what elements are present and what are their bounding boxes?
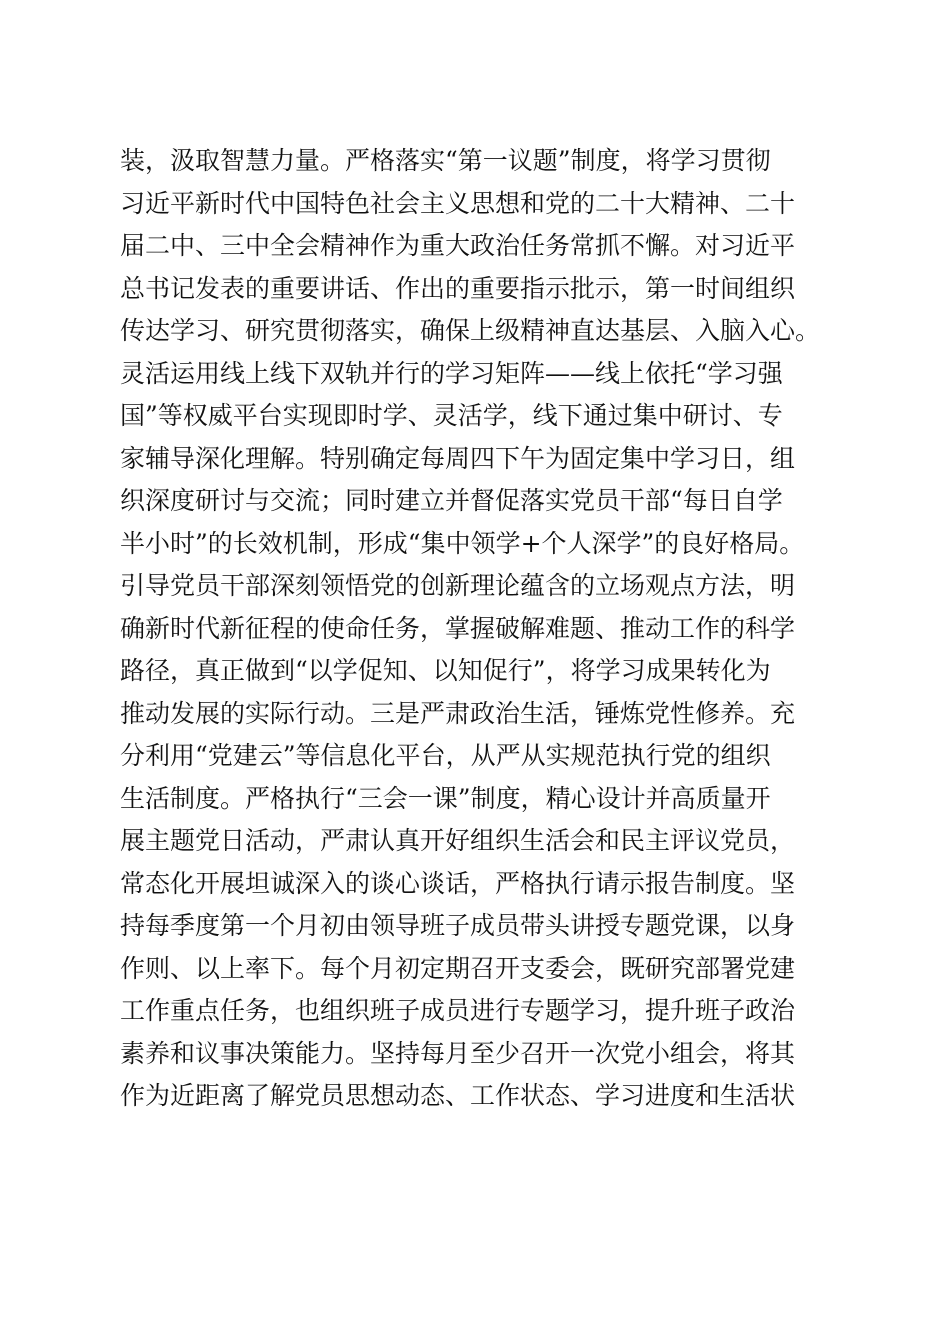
text-line: 生活制度。严格执行“三会一课”制度，精心设计并高质量开 (120, 783, 771, 813)
text-line: 展主题党日活动，严肃认真开好组织生活会和民主评议党员， (120, 826, 796, 855)
text-line: 持每季度第一个月初由领导班子成员带头讲授专题党课，以身 (120, 911, 796, 940)
text-line: 装，汲取智慧力量。严格落实“第一议题”制度，将学习贯彻 (120, 146, 771, 175)
text-line: 推动发展的实际行动。三是严肃政治生活，锤炼党性修养。充 (120, 698, 796, 728)
text-line: 分利用“党建云”等信息化平台，从严从实规范执行党的组织 (120, 741, 771, 770)
text-line: 习近平新时代中国特色社会主义思想和党的二十大精神、二十 (120, 188, 796, 218)
text-line: 作则、以上率下。每个月初定期召开支委会，既研究部署党建 (120, 953, 796, 983)
text-line: 灵活运用线上线下双轨并行的学习矩阵——线上依托“学习强 (120, 358, 783, 388)
text-line: 引导党员干部深刻领悟党的创新理论蕴含的立场观点方法，明 (120, 571, 796, 600)
text-line: 国”等权威平台实现即时学、灵活学，线下通过集中研讨、专 (120, 401, 783, 430)
body-text (120, 140, 835, 1118)
text-line: 总书记发表的重要讲话、作出的重要指示批示，第一时间组织 (120, 273, 796, 303)
text-line: 确新时代新征程的使命任务，掌握破解难题、推动工作的科学 (120, 613, 796, 643)
text-line: 素养和议事决策能力。坚持每月至少召开一次党小组会，将其 (120, 1038, 796, 1068)
text-line: 工作重点任务，也组织班子成员进行专题学习，提升班子政治 (120, 996, 796, 1025)
text-line: 路径，真正做到“以学促知、以知促行”，将学习成果转化为 (120, 656, 771, 685)
text-line: 作为近距离了解党员思想动态、工作状态、学习进度和生活状 (120, 1081, 796, 1110)
text-line: 传达学习、研究贯彻落实，确保上级精神直达基层、入脑入心。 (120, 316, 821, 345)
text-line: 织深度研讨与交流；同时建立并督促落实党员干部“每日自学 (120, 486, 783, 515)
text-line: 届二中、三中全会精神作为重大政治任务常抓不懈。对习近平 (120, 231, 796, 260)
text-line: 家辅导深化理解。特别确定每周四下午为固定集中学习日，组 (120, 443, 796, 473)
text-line: 半小时”的长效机制，形成“集中领学+个人深学”的良好格局。 (120, 528, 805, 558)
text-line: 常态化开展坦诚深入的谈心谈话，严格执行请示报告制度。坚 (120, 868, 796, 898)
